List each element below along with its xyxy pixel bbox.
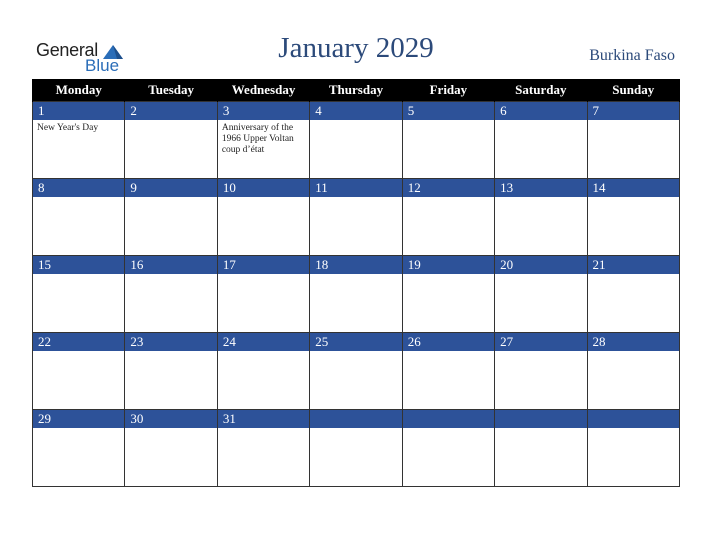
- holiday-event: [218, 197, 309, 200]
- day-number: 26: [403, 333, 494, 351]
- day-number: 15: [33, 256, 124, 274]
- day-cell: [310, 333, 402, 410]
- holiday-event: [125, 428, 216, 431]
- day-cell: [495, 256, 587, 333]
- week-row: [33, 179, 680, 256]
- holiday-event: [403, 120, 494, 123]
- day-number: 16: [125, 256, 216, 274]
- day-cell: [310, 179, 402, 256]
- weekday-thursday: Thursday: [310, 79, 402, 102]
- holiday-event: [403, 351, 494, 354]
- holiday-event: [588, 120, 679, 123]
- country-label: Burkina Faso: [589, 47, 675, 64]
- holiday-event: [125, 197, 216, 200]
- day-number: [588, 410, 679, 428]
- day-number: 22: [33, 333, 124, 351]
- day-number: 2: [125, 102, 216, 120]
- day-number: 12: [403, 179, 494, 197]
- day-number: [403, 410, 494, 428]
- day-cell: [33, 179, 125, 256]
- day-cell: [587, 102, 679, 179]
- holiday-event: [125, 351, 216, 354]
- day-cell: [402, 410, 494, 487]
- holiday-event: [310, 120, 401, 123]
- holiday-event: [310, 274, 401, 277]
- day-cell: [587, 179, 679, 256]
- day-cell: [217, 179, 309, 256]
- day-number: 19: [403, 256, 494, 274]
- day-cell: [587, 410, 679, 487]
- day-number: 6: [495, 102, 586, 120]
- holiday-event: [495, 351, 586, 354]
- weekday-sunday: Sunday: [587, 79, 679, 102]
- day-cell: [310, 410, 402, 487]
- day-number: 13: [495, 179, 586, 197]
- weekday-wednesday: Wednesday: [217, 79, 309, 102]
- day-number: 24: [218, 333, 309, 351]
- holiday-event: [403, 197, 494, 200]
- day-number: 23: [125, 333, 216, 351]
- day-number: 14: [588, 179, 679, 197]
- calendar-weeks: [33, 102, 680, 487]
- day-cell: [402, 102, 494, 179]
- week-row: [33, 333, 680, 410]
- day-number: [495, 410, 586, 428]
- day-cell: [217, 256, 309, 333]
- holiday-event: [310, 428, 401, 431]
- day-number: [310, 410, 401, 428]
- holiday-event: [218, 351, 309, 354]
- holiday-event: [33, 274, 124, 277]
- weekday-friday: Friday: [402, 79, 494, 102]
- holiday-event: [125, 274, 216, 277]
- weekday-header-row: [33, 79, 680, 102]
- day-cell: [495, 333, 587, 410]
- day-number: 17: [218, 256, 309, 274]
- day-cell: [125, 410, 217, 487]
- weekday-monday: Monday: [33, 79, 125, 102]
- holiday-event: [588, 197, 679, 200]
- holiday-event: [403, 274, 494, 277]
- holiday-event: [218, 428, 309, 431]
- day-cell: [310, 102, 402, 179]
- day-cell: [495, 179, 587, 256]
- holiday-event: [33, 351, 124, 354]
- holiday-event: [495, 274, 586, 277]
- day-number: 30: [125, 410, 216, 428]
- day-number: 29: [33, 410, 124, 428]
- holiday-event: [310, 197, 401, 200]
- holiday-event: [495, 120, 586, 123]
- holiday-event: [495, 428, 586, 431]
- day-number: 9: [125, 179, 216, 197]
- day-number: 21: [588, 256, 679, 274]
- weekday-tuesday: Tuesday: [125, 79, 217, 102]
- holiday-event: [33, 197, 124, 200]
- day-number: 18: [310, 256, 401, 274]
- day-cell: [402, 256, 494, 333]
- day-cell: [217, 410, 309, 487]
- day-cell: [125, 256, 217, 333]
- day-number: 11: [310, 179, 401, 197]
- day-cell: [125, 102, 217, 179]
- holiday-event: [588, 428, 679, 431]
- day-number: 10: [218, 179, 309, 197]
- day-cell: [402, 179, 494, 256]
- day-number: 28: [588, 333, 679, 351]
- day-number: 31: [218, 410, 309, 428]
- weekday-saturday: Saturday: [495, 79, 587, 102]
- week-row: [33, 410, 680, 487]
- week-row: [33, 256, 680, 333]
- day-cell: [33, 410, 125, 487]
- week-row: [33, 102, 680, 179]
- holiday-event: [310, 351, 401, 354]
- holiday-event: [403, 428, 494, 431]
- day-cell: [33, 102, 125, 179]
- day-number: 27: [495, 333, 586, 351]
- holiday-event: [218, 274, 309, 277]
- day-number: 1: [33, 102, 124, 120]
- holiday-event: [495, 197, 586, 200]
- day-cell: [217, 102, 309, 179]
- day-cell: [587, 256, 679, 333]
- holiday-event: [125, 120, 216, 123]
- day-number: 8: [33, 179, 124, 197]
- day-number: 20: [495, 256, 586, 274]
- logo-word-blue: Blue: [85, 56, 120, 75]
- day-cell: [587, 333, 679, 410]
- day-cell: [33, 333, 125, 410]
- day-cell: [495, 102, 587, 179]
- day-number: 4: [310, 102, 401, 120]
- day-cell: [125, 179, 217, 256]
- holiday-event: [588, 351, 679, 354]
- day-cell: [217, 333, 309, 410]
- day-cell: [125, 333, 217, 410]
- day-number: 25: [310, 333, 401, 351]
- day-cell: [402, 333, 494, 410]
- page-title: January 2029: [278, 32, 434, 64]
- logo-word-general: General: [36, 40, 98, 60]
- holiday-event: New Year's Day: [37, 123, 99, 133]
- day-number: 3: [218, 102, 309, 120]
- day-cell: [495, 410, 587, 487]
- holiday-event: Anniversary of the 1966 Upper Voltan coup d’état: [221, 123, 294, 155]
- calendar-grid: [32, 79, 680, 487]
- day-cell: [33, 256, 125, 333]
- day-number: 7: [588, 102, 679, 120]
- day-cell: [310, 256, 402, 333]
- day-number: 5: [403, 102, 494, 120]
- holiday-event: [588, 274, 679, 277]
- holiday-event: [33, 428, 124, 431]
